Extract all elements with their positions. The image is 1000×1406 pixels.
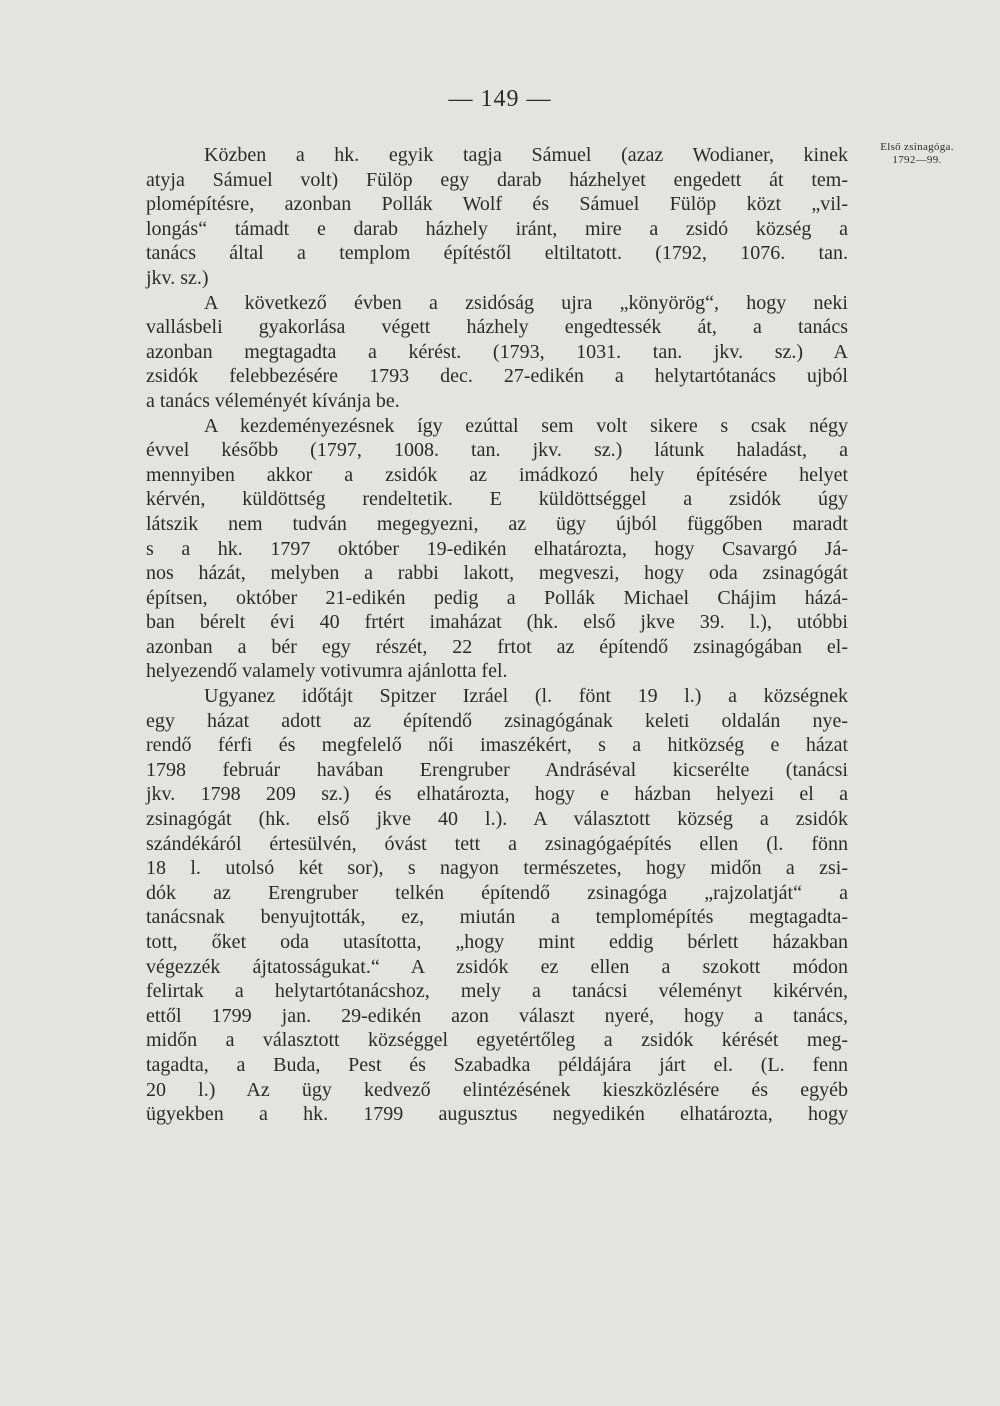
text-line: 18 l. utolsó két sor), s nagyon természetes, hogy midőn a zsi- <box>146 857 848 880</box>
text-line: kérvén, küldöttség rendeltetik. E küldöttséggel a zsidók úgy <box>146 488 848 511</box>
text-line: longás“ támadt e darab házhely iránt, mire a zsidó község a <box>146 217 848 240</box>
text-line: A kezdeményezésnek így ezúttal sem volt sikere s csak négy <box>204 414 848 437</box>
text-line: plomépítésre, azonban Pollák Wolf és Sámuel Fülöp közt „vil- <box>146 193 848 216</box>
text-line: rendő férfi és megfelelő női imaszékért, s a hitközség e házat <box>146 734 848 757</box>
text-line: dók az Erengruber telkén építendő zsinagóga „rajzolatját“ a <box>146 881 848 904</box>
text-line: ügyekben a hk. 1799 augusztus negyedikén elhatározta, hogy <box>146 1103 848 1126</box>
text-line: Ugyanez időtájt Spitzer Izráel (l. fönt 19 l.) a községnek <box>204 685 848 708</box>
text-line: tanácsnak benyujtották, ez, miután a templomépítés megtagadta- <box>146 906 848 929</box>
text-line: zsidók felebbezésére 1793 dec. 27-edikén a helytartótanács ujból <box>146 365 848 388</box>
text-line: azonban megtagadta a kérést. (1793, 1031. tan. jkv. sz.) A <box>146 340 848 363</box>
text-line: 1798 február havában Erengruber Andráséval kicserélte (tanácsi <box>146 758 848 781</box>
text-line: midőn a választott községgel egyetértőleg a zsidók kérését meg- <box>146 1029 848 1052</box>
text-line: azonban a bér egy részét, 22 frtot az építendő zsinagógában el- <box>146 635 848 658</box>
text-line: ban bérelt évi 40 frtért imaházat (hk. első jkve 39. l.), utóbbi <box>146 611 848 634</box>
text-line: A következő évben a zsidóság ujra „könyörög“, hogy neki <box>204 291 848 314</box>
text-line: helyezendő valamely votivumra ajánlotta fel. <box>146 660 508 683</box>
text-line: tanács által a templom építéstől eltiltatott. (1792, 1076. tan. <box>146 242 848 265</box>
text-line: jkv. 1798 209 sz.) és elhatározta, hogy e házban helyezi el a <box>146 783 848 806</box>
page-number: — 149 — <box>448 86 552 112</box>
text-line: atyja Sámuel volt) Fülöp egy darab házhelyet engedett át tem- <box>146 168 848 191</box>
text-line: jkv. sz.) <box>146 266 209 289</box>
text-line: 20 l.) Az ügy kedvező elintézésének kieszközlésére és egyéb <box>146 1078 848 1101</box>
text-line: Közben a hk. egyik tagja Sámuel (azaz Wodianer, kinek <box>204 144 848 166</box>
margin-note-title: Első zsinagóga. <box>880 141 954 153</box>
text-line: vallásbeli gyakorlása végett házhely engedtessék át, a tanács <box>146 316 848 339</box>
text-line: építsen, október 21-edikén pedig a Pollák Michael Chájim házá- <box>146 586 848 609</box>
text-line: s a hk. 1797 október 19-edikén elhatározta, hogy Csavargó Já- <box>146 537 848 560</box>
text-line: tagadta, a Buda, Pest és Szabadka példájára járt el. (L. fenn <box>146 1053 848 1076</box>
text-line: végezzék ájtatosságukat.“ A zsidók ez ellen a szokott módon <box>146 955 848 978</box>
text-line: évvel később (1797, 1008. tan. jkv. sz.) látunk haladást, a <box>146 439 848 462</box>
margin-note <box>856 141 978 167</box>
text-line: felirtak a helytartótanácshoz, mely a tanácsi véleményt kikérvén, <box>146 980 848 1003</box>
text-line: nos házát, melyben a rabbi lakott, megveszi, hogy oda zsinagógát <box>146 562 848 585</box>
text-line: látszik nem tudván megegyezni, az ügy újból függőben maradt <box>146 512 848 535</box>
text-line: ettől 1799 jan. 29-edikén azon választ nyeré, hogy a tanács, <box>146 1004 848 1027</box>
text-line: a tanács véleményét kívánja be. <box>146 389 400 412</box>
text-line: zsinagógát (hk. első jkve 40 l.). A választott község a zsidók <box>146 808 848 831</box>
text-line: tott, őket oda utasította, „hogy mint eddig bérlett házakban <box>146 931 848 953</box>
margin-note-years: 1792—99. <box>892 154 942 166</box>
text-line: szándékáról értesülvén, óvást tett a zsinagógaépítés ellen (l. fönn <box>146 832 848 855</box>
text-line: mennyiben akkor a zsidók az imádkozó hely építésére helyet <box>146 463 848 486</box>
text-line: egy házat adott az építendő zsinagógának keleti oldalán nye- <box>146 709 848 732</box>
body-text <box>146 143 848 1127</box>
